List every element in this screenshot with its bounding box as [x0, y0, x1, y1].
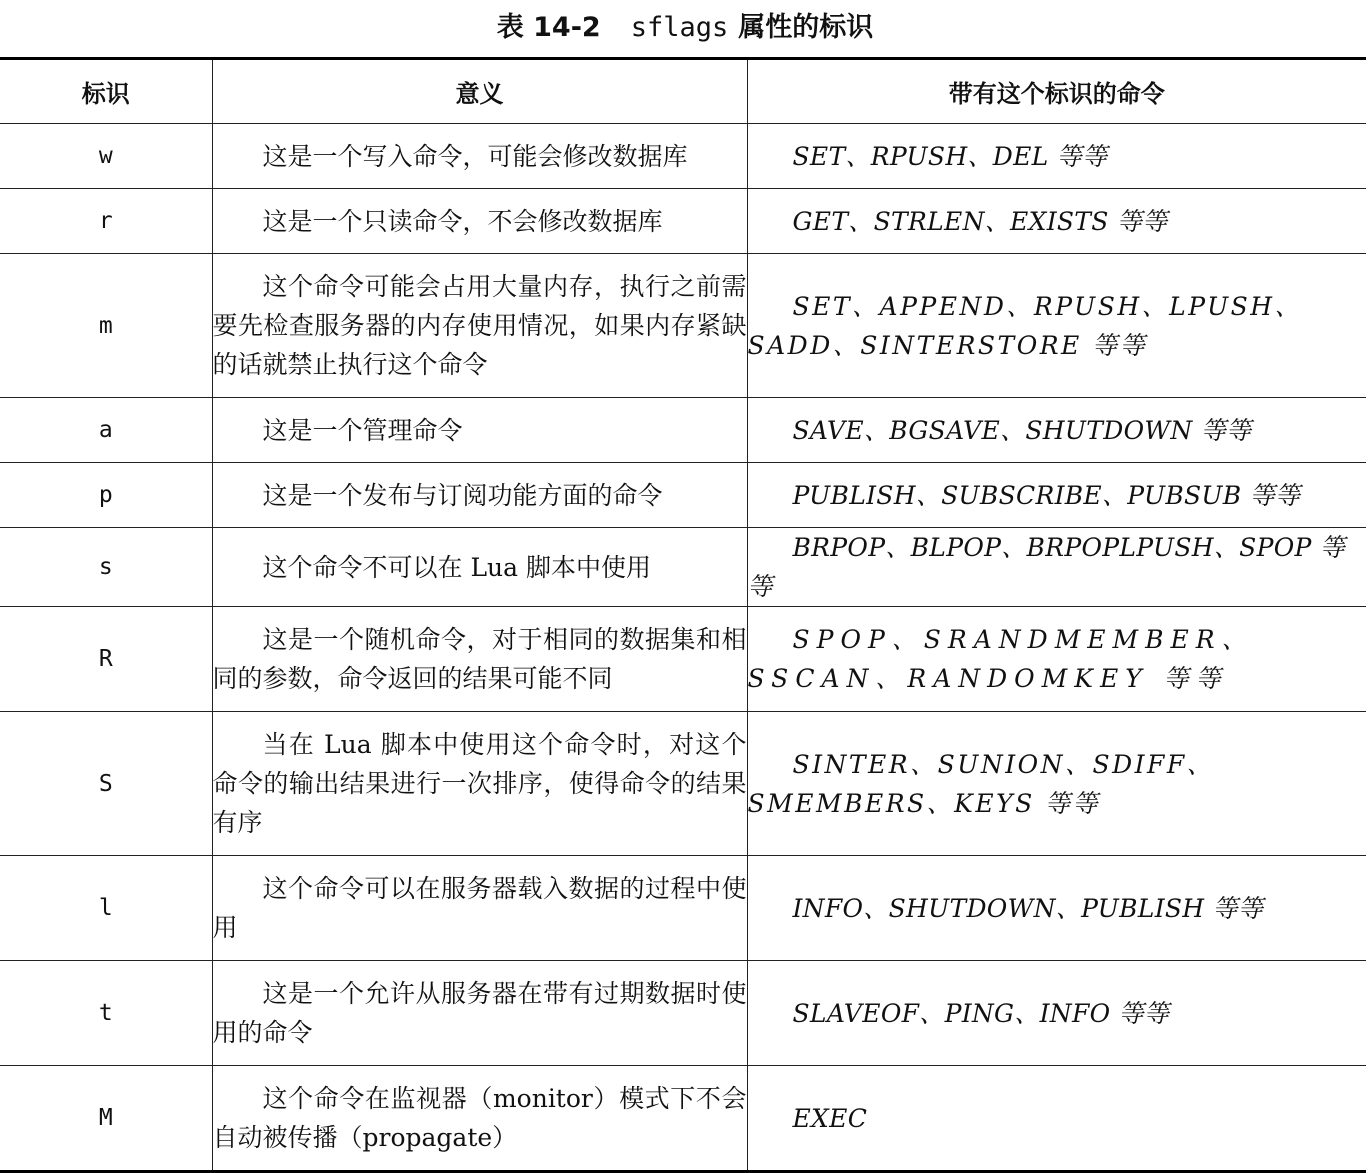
flag-cell: p: [0, 463, 212, 528]
commands-cell: PUBLISH、SUBSCRIBE、PUBSUB 等等: [747, 463, 1366, 528]
flag-cell: s: [0, 528, 212, 607]
flag-cell: r: [0, 189, 212, 254]
table-row: [0, 254, 1366, 398]
table-row: [0, 1066, 1366, 1172]
meaning-cell: 当在 Lua 脚本中使用这个命令时，对这个命令的输出结果进行一次排序，使得命令的结果有序: [212, 712, 747, 856]
flag-cell: w: [0, 124, 212, 189]
meaning-cell: 这是一个写入命令，可能会修改数据库: [212, 124, 747, 189]
commands-cell: EXEC: [747, 1066, 1366, 1172]
meaning-cell: 这个命令不可以在 Lua 脚本中使用: [212, 528, 747, 607]
table-row: [0, 124, 1366, 189]
caption-number: 表 14-2: [496, 12, 601, 43]
commands-cell: SAVE、BGSAVE、SHUTDOWN 等等: [747, 398, 1366, 463]
table-row: [0, 463, 1366, 528]
table-row: [0, 398, 1366, 463]
flag-cell: m: [0, 254, 212, 398]
header-row: [0, 59, 1366, 124]
meaning-cell: 这是一个管理命令: [212, 398, 747, 463]
meaning-cell: 这是一个发布与订阅功能方面的命令: [212, 463, 747, 528]
meaning-cell: 这是一个随机命令，对于相同的数据集和相同的参数，命令返回的结果可能不同: [212, 607, 747, 712]
meaning-cell: 这个命令可能会占用大量内存，执行之前需要先检查服务器的内存使用情况，如果内存紧缺的话就禁止执行这个命令: [212, 254, 747, 398]
flag-cell: S: [0, 712, 212, 856]
header-flag: 标识: [0, 59, 212, 124]
commands-cell: GET、STRLEN、EXISTS 等等: [747, 189, 1366, 254]
caption-code: sflags: [630, 12, 729, 43]
meaning-cell: 这个命令可以在服务器载入数据的过程中使用: [212, 856, 747, 961]
commands-cell: SPOP、SRANDMEMBER、SSCAN、RANDOMKEY 等等: [747, 607, 1366, 712]
flag-cell: l: [0, 856, 212, 961]
table-row: [0, 856, 1366, 961]
commands-cell: SINTER、SUNION、SDIFF、SMEMBERS、KEYS 等等: [747, 712, 1366, 856]
flag-cell: a: [0, 398, 212, 463]
sflags-table: [0, 57, 1366, 1173]
table-caption: [0, 8, 1370, 48]
caption-text: 属性的标识: [738, 12, 874, 43]
commands-cell: SET、RPUSH、DEL 等等: [747, 124, 1366, 189]
flag-cell: R: [0, 607, 212, 712]
commands-cell: SLAVEOF、PING、INFO 等等: [747, 961, 1366, 1066]
header-commands: 带有这个标识的命令: [747, 59, 1366, 124]
commands-cell: INFO、SHUTDOWN、PUBLISH 等等: [747, 856, 1366, 961]
table-row: [0, 961, 1366, 1066]
table-row: [0, 528, 1366, 607]
commands-cell: SET、APPEND、RPUSH、LPUSH、SADD、SINTERSTORE 等等: [747, 254, 1366, 398]
table-row: [0, 712, 1366, 856]
flag-cell: t: [0, 961, 212, 1066]
table-row: [0, 189, 1366, 254]
meaning-cell: 这是一个只读命令，不会修改数据库: [212, 189, 747, 254]
header-meaning: 意义: [212, 59, 747, 124]
meaning-cell: 这个命令在监视器（monitor）模式下不会自动被传播（propagate）: [212, 1066, 747, 1172]
table-row: [0, 607, 1366, 712]
commands-cell: BRPOP、BLPOP、BRPOPLPUSH、SPOP 等等: [747, 528, 1366, 607]
flag-cell: M: [0, 1066, 212, 1172]
meaning-cell: 这是一个允许从服务器在带有过期数据时使用的命令: [212, 961, 747, 1066]
